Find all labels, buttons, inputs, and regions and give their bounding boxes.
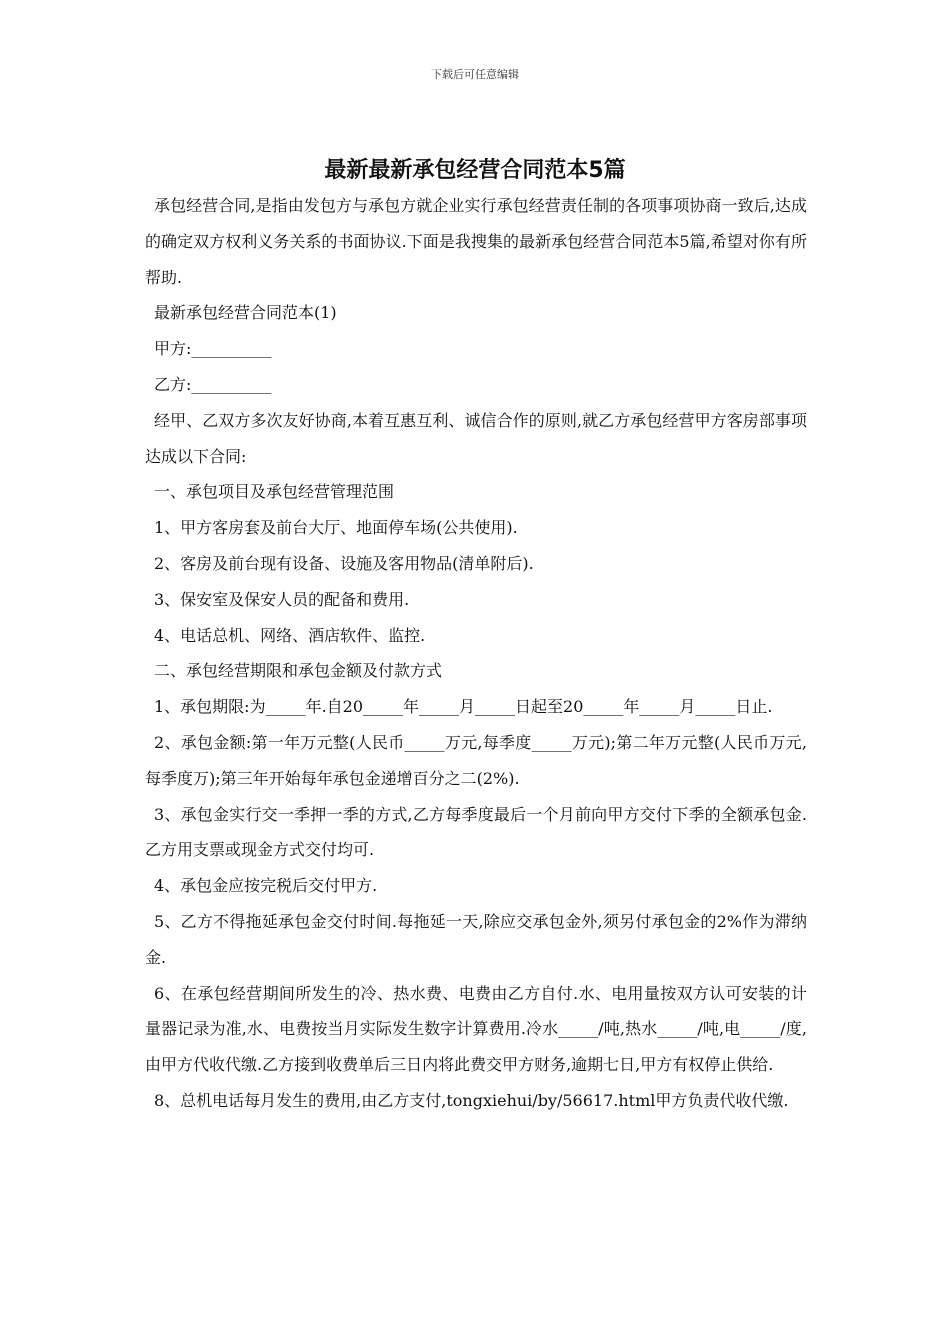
- paragraph-item-2-3: 3、承包金实行交一季押一季的方式,乙方每季度最后一个月前向甲方交付下季的全额承包金.乙方用支票或现金方式交付均可.: [145, 804, 807, 860]
- paragraph-item-2-4: 4、承包金应按完税后交付甲方.: [154, 876, 378, 896]
- document-body: [145, 188, 807, 1119]
- paragraph-item-1-4: 4、电话总机、网络、酒店软件、监控.: [154, 625, 426, 645]
- document-title: 最新最新承包经营合同范本5篇: [324, 158, 626, 183]
- paragraph-item-1-1: 1、甲方客房套及前台大厅、地面停车场(公共使用).: [154, 518, 518, 538]
- paragraph-item-2-5: 5、乙方不得拖延承包金交付时间.每拖延一天,除应交承包金外,须另付承包金的2%作为滞纳金.: [145, 911, 807, 967]
- header-note: 下载后可任意编辑: [431, 68, 519, 81]
- paragraph-item-2-1: 1、承包期限:为_____年.自20_____年_____月_____日起至20_____年_____月_____日止.: [154, 697, 773, 717]
- paragraph-intro: 承包经营合同,是指由发包方与承包方就企业实行承包经营责任制的各项事项协商一致后,达成的确定双方权利义务关系的书面协议.下面是我搜集的最新承包经营合同范本5篇,希望对你有所帮助.: [145, 196, 807, 287]
- paragraph-section-2: 二、承包经营期限和承包金额及付款方式: [154, 661, 443, 681]
- paragraph-section-1: 一、承包项目及承包经营管理范围: [154, 482, 395, 502]
- paragraph-party-b: 乙方:__________: [154, 374, 272, 394]
- paragraph-item-2-8: 8、总机电话每月发生的费用,由乙方支付,tongxiehui/by/56617.html甲方负责代收代缴.: [154, 1090, 789, 1110]
- paragraph-item-2-6: 6、在承包经营期间所发生的冷、热水费、电费由乙方自付.水、电用量按双方认可安装的计量器记录为准,水、电费按当月实际发生数字计算费用.冷水_____/吨,热水_____/吨,电_____/度,由甲方代收代缴.乙方接到收费单后三日内将此费交甲方财务,逾期七日,甲方有权停止供给.: [145, 983, 807, 1075]
- paragraph-item-1-3: 3、保安室及保安人员的配备和费用.: [154, 589, 410, 609]
- paragraph-item-2-2: 2、承包金额:第一年万元整(人民币_____万元,每季度_____万元);第二年万元整(人民币万元,每季度万);第三年开始每年承包金递增百分之二(2%).: [145, 732, 807, 788]
- paragraph-party-a: 甲方:__________: [154, 339, 272, 359]
- paragraph-contract-heading: 最新承包经营合同范本(1): [154, 303, 337, 323]
- paragraph-item-1-2: 2、客房及前台现有设备、设施及客用物品(清单附后).: [154, 553, 534, 573]
- paragraph-preamble: 经甲、乙双方多次友好协商,本着互惠互利、诚信合作的原则,就乙方承包经营甲方客房部事项达成以下合同:: [145, 410, 807, 466]
